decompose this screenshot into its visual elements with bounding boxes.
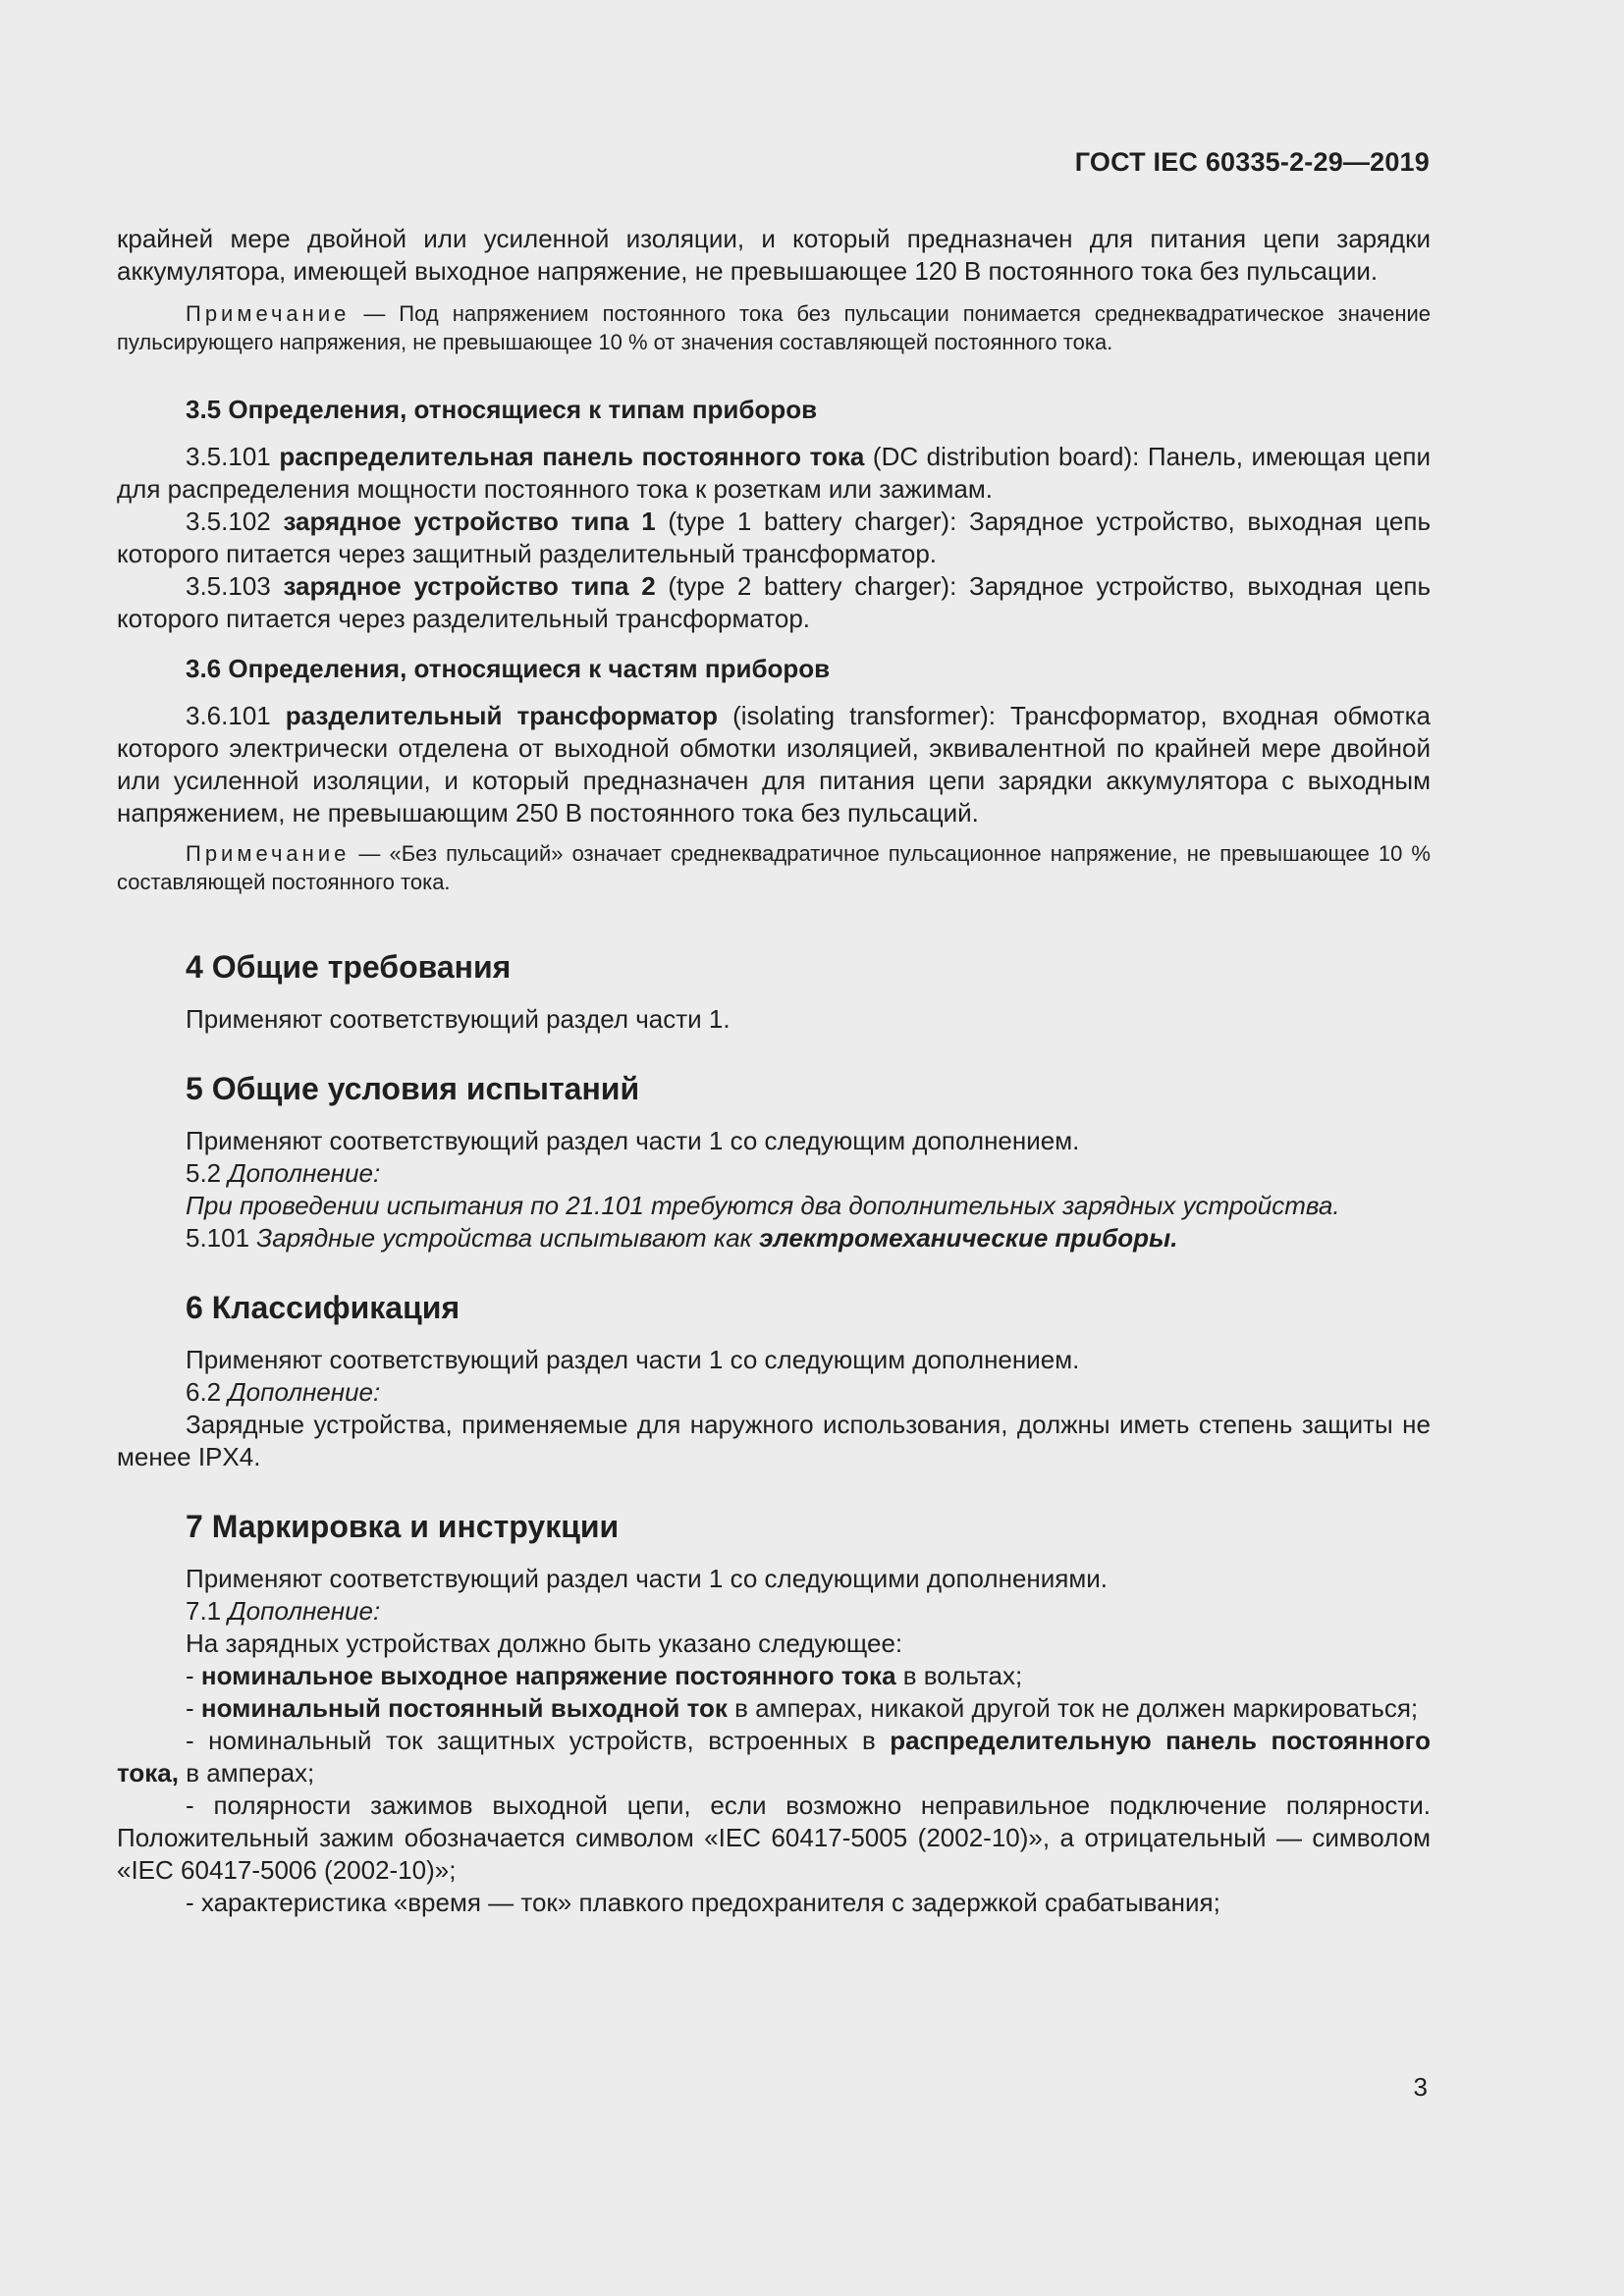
clause-6-2-text: Зарядные устройства, применяемые для наружного использования, должны иметь степень защиты не менее IPX4. (117, 1410, 1431, 1471)
section-6-title: 6 Классификация (186, 1290, 460, 1325)
clause-7-1-number: 7.1 (186, 1596, 229, 1626)
clause-6-2-number: 6.2 (186, 1377, 229, 1407)
definition-3-5-102-number: 3.5.102 (186, 507, 284, 536)
definition-3-5-103 (117, 570, 1431, 635)
list-item-4-text: полярности зажимов выходной цепи, если возможно неправильное подключение полярности. Положительный зажим обозначается символом «IEC 60417-5005 (2002-10)», а отрицательный — символом «IEC 60417-5006 (2002-10)»; (117, 1790, 1431, 1885)
list-item-1-text: в вольтах; (895, 1661, 1023, 1690)
definition-3-6-101-text: (isolating transformer): Трансформатор, входная обмотка которого электрически отделена от выходной обмотки изоляцией, эквивалентной по крайней мере двойной или усиленной изоляции, и который предназначен для питания цепи зарядки аккумулятора с выходным напряжением, не превышающим 250 В постоянного тока без пульсаций. (117, 701, 1431, 828)
clause-5-2-text (117, 1190, 1431, 1222)
definition-3-5-103-term: зарядное устройство типа 2 (283, 571, 656, 601)
section-6-text: Применяют соответствующий раздел части 1 со следующим дополнением. (186, 1345, 1080, 1374)
clause-5-2 (117, 1157, 1431, 1190)
definition-3-5-103-number: 3.5.103 (186, 571, 284, 601)
intro-paragraph: крайней мере двойной или усиленной изоляции, и который предназначен для питания цепи зарядки аккумулятора, имеющей выходное напряжение, не превышающее 120 В постоянного тока без пульсации. (117, 224, 1431, 286)
list-item: - полярности зажимов выходной цепи, если возможно неправильное подключение полярности. Положительный зажим обозначается символом «IEC 60417-5005 (2002-10)», а отрицательный — символом «IEC 60417-5006 (2002-10)»; (117, 1790, 1431, 1885)
document-header: ГОСТ IEC 60335-2-29—2019 (1074, 147, 1430, 177)
section-7-title: 7 Маркировка и инструкции (186, 1509, 620, 1544)
definition-3-5-102-term: зарядное устройство типа 1 (283, 507, 656, 536)
section-3-6-title: 3.6 Определения, относящиеся к частям приборов (186, 654, 831, 683)
list-item-2-bold: номинальный постоянный выходной ток (200, 1693, 728, 1723)
definition-3-5-102-text: (type 1 battery charger): Зарядное устройство, выходная цепь которого питается через защитный разделительный трансформатор. (117, 507, 1431, 568)
section-4-title: 4 Общие требования (186, 949, 512, 985)
list-item: - номинальный ток защитных устройств, встроенных в распределительную панель постоянного тока, в амперах; (117, 1726, 1431, 1788)
section-7-text: Применяют соответствующий раздел части 1 со следующими дополнениями. (186, 1564, 1108, 1593)
list-item-2-text: в амперах, никакой другой ток не должен маркироваться; (727, 1693, 1419, 1723)
note-2 (117, 839, 1431, 896)
section-3-5-title: 3.5 Определения, относящиеся к типам приборов (186, 395, 818, 424)
note-2-label: Примечание (186, 841, 351, 866)
list-item: - номинальный постоянный выходной ток в амперах, никакой другой ток не должен маркироваться; (186, 1693, 1419, 1723)
clause-5-101 (117, 1222, 1431, 1255)
definition-3-5-101-term: распределительная панель постоянного тока (279, 442, 865, 471)
clause-5-101-text: Зарядные устройства испытывают как (256, 1223, 760, 1253)
clause-6-2-label: Дополнение: (228, 1377, 381, 1407)
list-item: - номинальное выходное напряжение постоянного тока в вольтах; (186, 1661, 1023, 1690)
list-item-1-bold: номинальное выходное напряжение постоянного тока (200, 1661, 896, 1690)
definition-3-5-102 (117, 506, 1431, 570)
note-1 (117, 299, 1431, 356)
definition-3-5-101-text: (DC distribution board): Панель, имеющая цепи для распределения мощности постоянного тока к розеткам или зажимам. (117, 442, 1431, 504)
list-item-5-text: характеристика «время — ток» плавкого предохранителя с задержкой срабатывания; (200, 1888, 1220, 1917)
clause-7-1-label: Дополнение: (228, 1596, 381, 1626)
list-item: - характеристика «время — ток» плавкого предохранителя с задержкой срабатывания; (186, 1888, 1220, 1917)
note-1-text: — Под напряжением постоянного тока без пульсации понимается среднеквадратическое значение пульсирующего напряжения, не превышающее 10 % от значения составляющей постоянного тока. (117, 301, 1431, 354)
clause-5-2-text-italic: При проведении испытания по 21.101 требуются два дополнительных зарядных устройства. (186, 1191, 1340, 1220)
list-item-3-pre: номинальный ток защитных устройств, встроенных в (208, 1726, 891, 1755)
section-5-text: Применяют соответствующий раздел части 1 со следующим дополнением. (186, 1126, 1080, 1155)
clause-6-2 (117, 1376, 1431, 1409)
definition-3-6-101-term: разделительный трансформатор (285, 701, 719, 730)
clause-7-1 (117, 1595, 1431, 1628)
clause-5-2-number: 5.2 (186, 1158, 229, 1188)
list-item-3-text: в амперах; (178, 1758, 315, 1788)
clause-5-2-label: Дополнение: (228, 1158, 381, 1188)
note-1-label: Примечание (186, 301, 351, 326)
clause-7-1-intro: На зарядных устройствах должно быть указано следующее: (186, 1629, 903, 1658)
section-4-text: Применяют соответствующий раздел части 1. (186, 1004, 731, 1034)
section-5-title: 5 Общие условия испытаний (186, 1071, 640, 1106)
clause-5-101-number: 5.101 (186, 1223, 257, 1253)
clause-5-101-bold: электромеханические приборы. (759, 1223, 1178, 1253)
page-number: 3 (1413, 2072, 1428, 2102)
definition-3-6-101 (117, 700, 1431, 829)
definition-3-6-101-number: 3.6.101 (186, 701, 286, 730)
definition-3-5-101 (117, 441, 1431, 506)
definition-3-5-103-text: (type 2 battery charger): Зарядное устройство, выходная цепь которого питается через разделительный трансформатор. (117, 571, 1431, 633)
note-2-text: — «Без пульсаций» означает среднеквадратичное пульсационное напряжение, не превышающее 10 % составляющей постоянного тока. (117, 841, 1431, 894)
document-body (117, 223, 1431, 1919)
definition-3-5-101-number: 3.5.101 (186, 442, 280, 471)
list-item-3-bold: распределительную панель постоянного тока, (117, 1726, 1431, 1788)
